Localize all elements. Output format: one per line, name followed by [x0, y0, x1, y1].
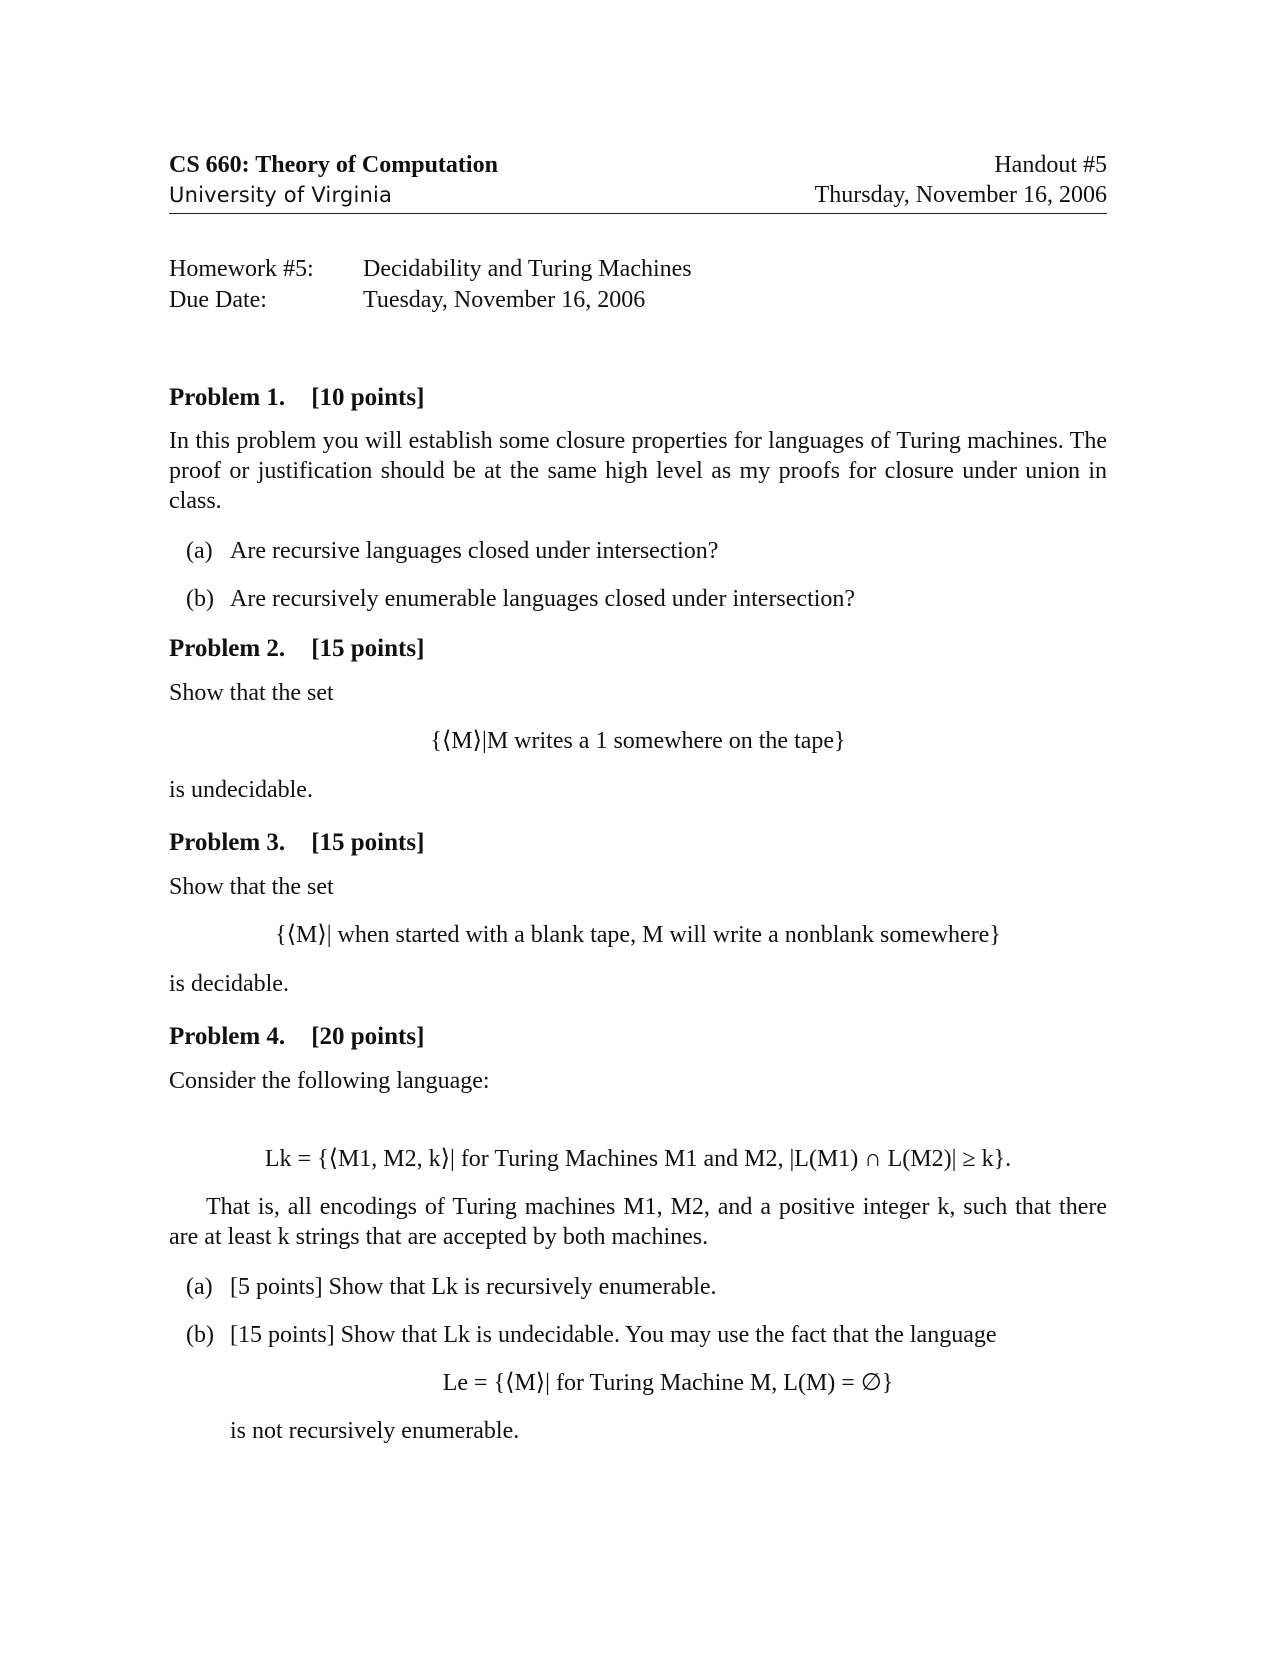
list-item — [186, 1320, 1107, 1350]
problem-2 — [169, 634, 1107, 805]
item-label: (b) — [186, 586, 214, 612]
problem-intro: Show that the set — [169, 680, 334, 706]
university-name: University of Virginia — [169, 183, 393, 207]
set-definition: {⟨M⟩| when started with a blank tape, M will write a nonblank somewhere} — [275, 922, 1001, 948]
set-definition: {⟨M⟩|M writes a 1 somewhere on the tape} — [430, 728, 846, 754]
list-item — [186, 536, 1107, 566]
empty-language-definition: Le = {⟨M⟩| for Turing Machine M, L(M) = ∅} — [442, 1370, 894, 1396]
problem-title: Problem 1. — [169, 384, 286, 411]
header — [169, 150, 1107, 214]
homework-info — [169, 254, 1107, 316]
due-date-label: Due Date: — [169, 287, 267, 313]
homework-title: Decidability and Turing Machines — [363, 256, 692, 282]
problem-3 — [169, 828, 1107, 999]
header-left — [169, 150, 498, 210]
item-text: [15 points] Show that Lk is undecidable. You may use the fact that the language — [230, 1322, 997, 1348]
problem-title: Problem 3. — [169, 829, 286, 856]
list-item — [186, 584, 1107, 614]
problem-outro: is undecidable. — [169, 777, 313, 803]
problem-heading — [169, 383, 1107, 413]
item-text: Are recursively enumerable languages closed under intersection? — [230, 586, 856, 612]
handout-number: Handout #5 — [994, 152, 1107, 178]
problem-explanation: That is, all encodings of Turing machines M1, M2, and a positive integer k, such that there are at least k strings that are accepted by both machines. — [169, 1194, 1107, 1250]
homework-label: Homework #5: — [169, 256, 314, 282]
problem-points: [20 points] — [311, 1023, 425, 1050]
problem-intro: In this problem you will establish some closure properties for languages of Turing machines. The proof or justification should be at the same high level as my proofs for closure under union in class. — [169, 428, 1107, 514]
item-label: (b) — [186, 1322, 214, 1348]
sub-outro: is not recursively enumerable. — [230, 1418, 520, 1444]
item-text: Are recursive languages closed under intersection? — [230, 538, 719, 564]
course-title: CS 660: Theory of Computation — [169, 152, 498, 178]
problem-heading — [169, 828, 1107, 858]
problem-heading — [169, 1022, 1107, 1052]
problem-4 — [169, 1022, 1107, 1446]
problem-points: [15 points] — [311, 635, 425, 662]
language-definition: Lk = {⟨M1, M2, k⟩| for Turing Machines M1 and M2, |L(M1) ∩ L(M2)| ≥ k}. — [264, 1146, 1012, 1172]
problem-intro: Consider the following language: — [169, 1068, 490, 1094]
problem-heading — [169, 634, 1107, 664]
due-date: Tuesday, November 16, 2006 — [363, 287, 646, 313]
list-item — [186, 1272, 1107, 1302]
problem-title: Problem 4. — [169, 1023, 286, 1050]
item-text: [5 points] Show that Lk is recursively enumerable. — [230, 1274, 717, 1300]
handout-page — [169, 150, 1107, 1446]
problem-points: [10 points] — [311, 384, 425, 411]
problem-title: Problem 2. — [169, 635, 286, 662]
problem-points: [15 points] — [311, 829, 425, 856]
item-label: (a) — [186, 1274, 213, 1300]
problem-outro: is decidable. — [169, 971, 289, 997]
item-label: (a) — [186, 538, 213, 564]
header-right — [815, 150, 1107, 210]
problem-1 — [169, 383, 1107, 614]
problem-intro: Show that the set — [169, 874, 334, 900]
handout-date: Thursday, November 16, 2006 — [814, 182, 1107, 208]
